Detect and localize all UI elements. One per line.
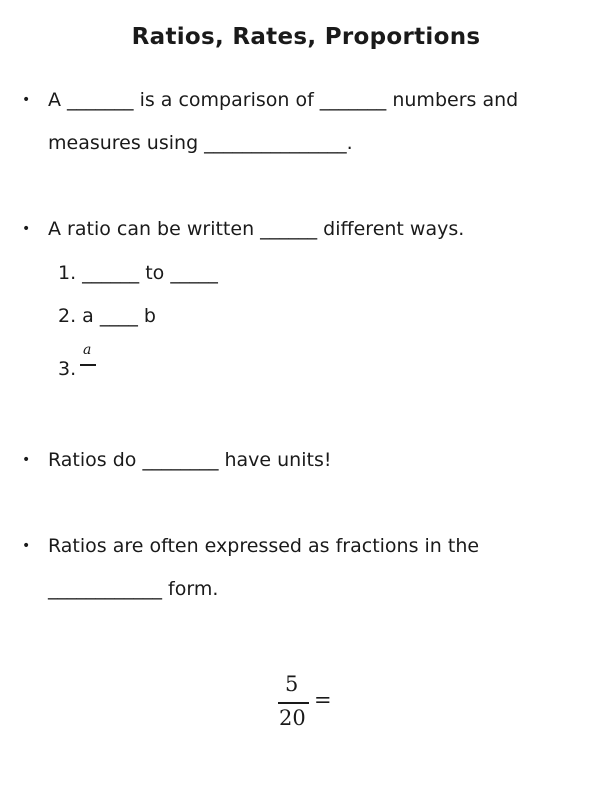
example-fraction-bar (278, 702, 309, 704)
bullet-dot: • (22, 538, 31, 554)
way-item-1: 1. ______ to _____ (58, 262, 218, 284)
bullet-dot: • (22, 452, 31, 468)
way-item-2: 2. a ____ b (58, 305, 156, 327)
ways-statement: A ratio can be written ______ different ways. (48, 218, 465, 240)
example-equals-sign: = (314, 688, 332, 712)
example-denominator: 20 (279, 706, 306, 730)
bullet-dot: • (22, 221, 31, 237)
way-item-3-number: 3. (58, 358, 77, 380)
way-item-3-fraction-bar (80, 364, 96, 366)
definition-line-1: A _______ is a comparison of _______ numbers and (48, 89, 519, 111)
way-item-3-numerator: a (83, 342, 92, 358)
units-statement: Ratios do ________ have units! (48, 449, 332, 471)
fractions-line-1: Ratios are often expressed as fractions in the (48, 535, 480, 557)
fractions-line-2: ____________ form. (48, 578, 219, 600)
definition-line-2: measures using _______________. (48, 132, 353, 154)
page-title: Ratios, Rates, Proportions (131, 24, 481, 50)
bullet-dot: • (22, 92, 31, 108)
example-numerator: 5 (285, 672, 299, 696)
